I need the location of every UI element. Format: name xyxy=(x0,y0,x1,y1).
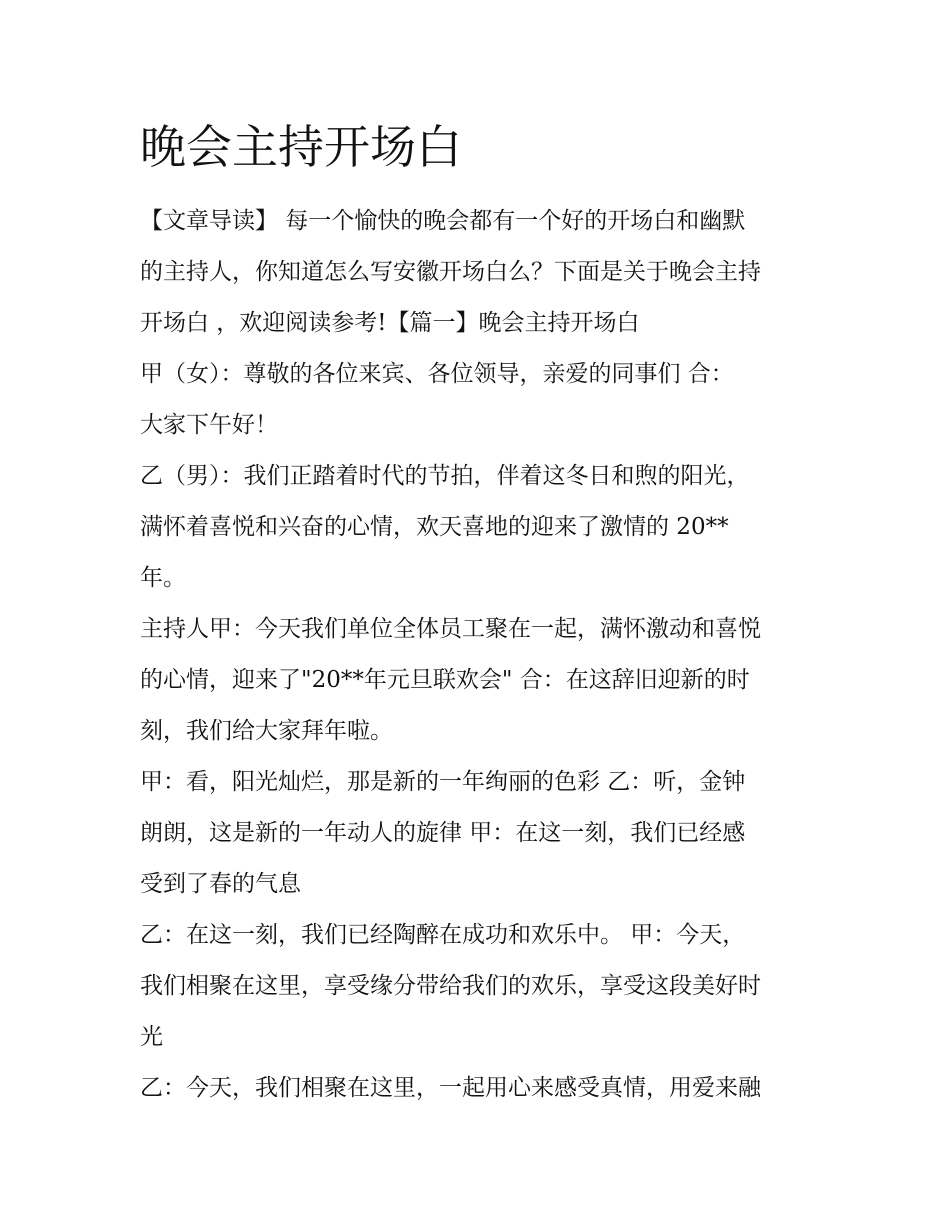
text-line: 甲：看，阳光灿烂，那是新的一年绚丽的色彩 乙：听，金钟 xyxy=(140,769,746,795)
text-line: 满怀着喜悦和兴奋的心情，欢天喜地的迎来了激情的 20** xyxy=(140,514,729,540)
text-line: 光 xyxy=(140,1024,163,1050)
text-line: 我们相聚在这里，享受缘分带给我们的欢乐，享受这段美好时 xyxy=(140,973,761,999)
text-line: 开场白 ，欢迎阅读参考!【篇一】晚会主持开场白 xyxy=(140,310,640,336)
text-line: 受到了春的气息 xyxy=(140,871,301,897)
text-line: 的心情，迎来了"20**年元旦联欢会" 合：在这辞旧迎新的时 xyxy=(140,667,750,693)
text-line: 甲（女）：尊敬的各位来宾、各位领导，亲爱的同事们 合： xyxy=(140,361,734,387)
text-line: 的主持人，你知道怎么写安徽开场白么？下面是关于晚会主持 xyxy=(140,259,761,285)
text-line: 朗朗，这是新的一年动人的旋律 甲：在这一刻，我们已经感 xyxy=(140,820,746,846)
text-line: 主持人甲：今天我们单位全体员工聚在一起，满怀激动和喜悦 xyxy=(140,616,761,642)
text-line: 乙（男）：我们正踏着时代的节拍，伴着这冬日和煦的阳光， xyxy=(140,463,750,489)
text-line: 大家下午好！ xyxy=(140,412,278,438)
document-body xyxy=(140,196,820,1114)
text-line: 刻，我们给大家拜年啦。 xyxy=(140,718,393,744)
text-line: 【文章导读】 每一个愉快的晚会都有一个好的开场白和幽默 xyxy=(140,208,746,234)
text-line: 年。 xyxy=(140,565,186,591)
text-line: 乙：在这一刻，我们已经陶醉在成功和欢乐中。 甲：今天， xyxy=(140,922,746,948)
text-line: 乙：今天，我们相聚在这里，一起用心来感受真情，用爱来融 xyxy=(140,1075,761,1101)
document-title: 晚会主持开场白 xyxy=(140,120,462,174)
